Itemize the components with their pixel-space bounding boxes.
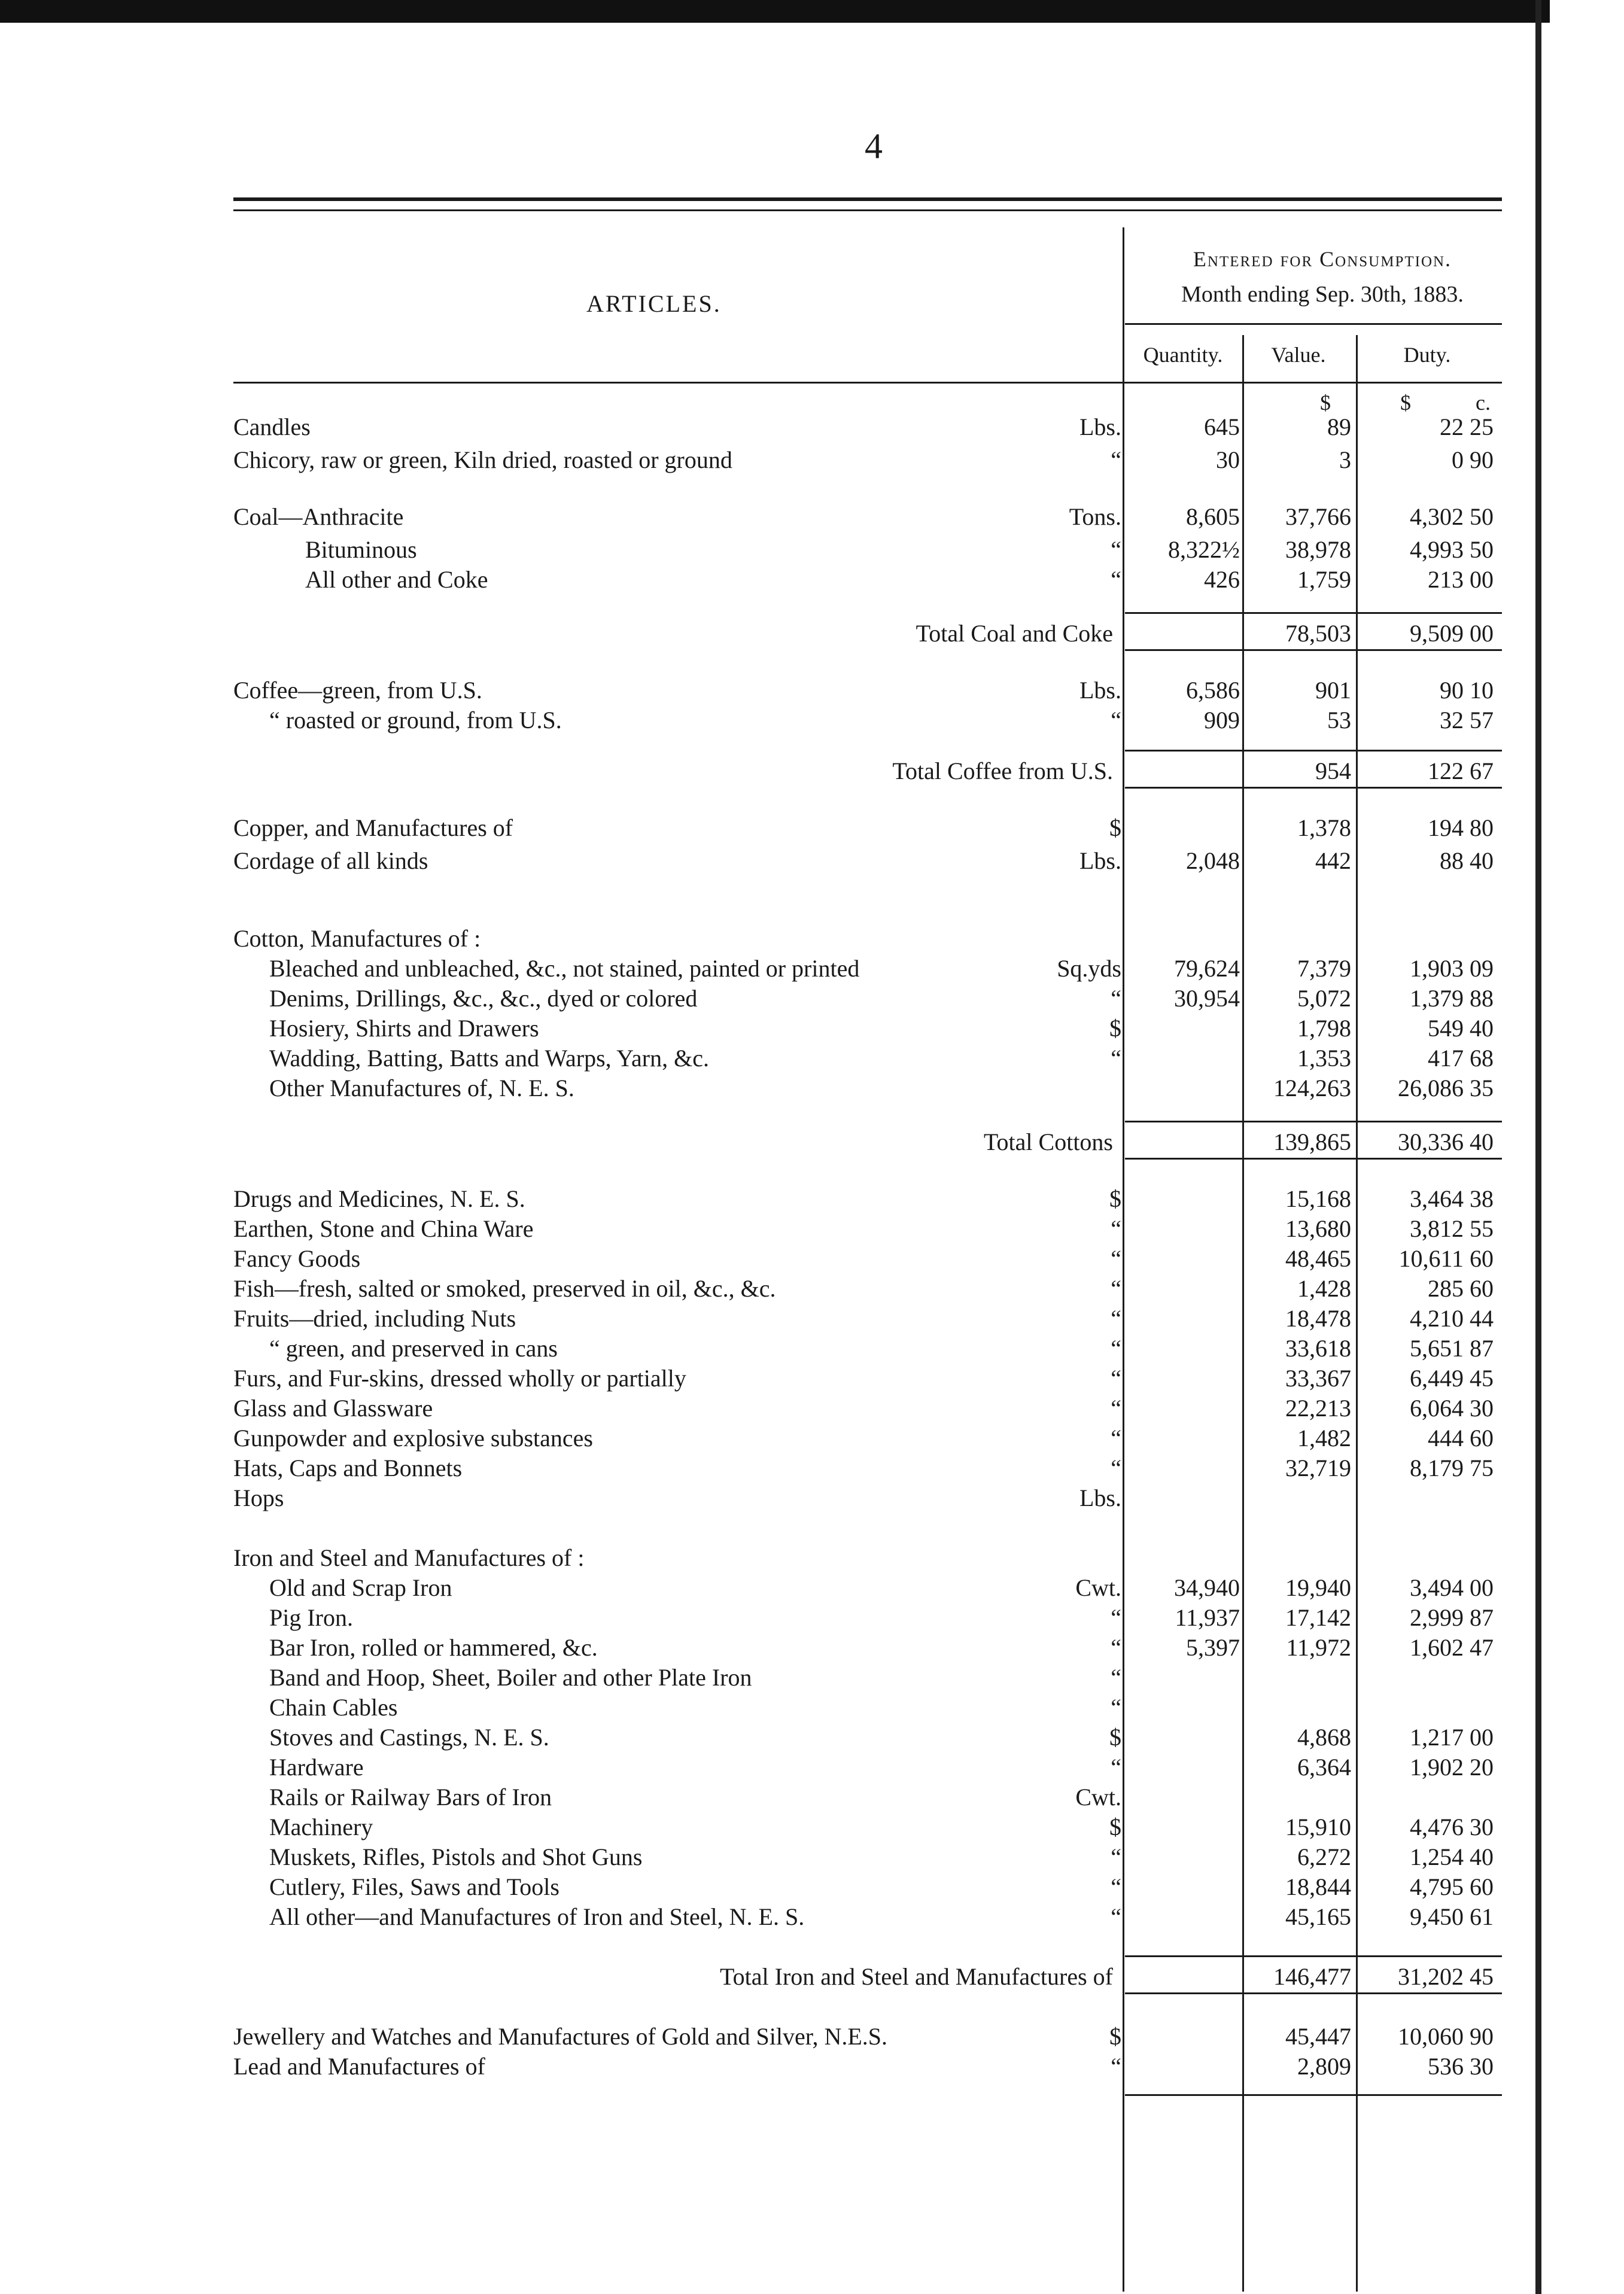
- article-label: Earthen, Stone and China Ware: [233, 1215, 534, 1242]
- table-row: [0, 1693, 1624, 1720]
- quantity-cell: 5,397: [1186, 1634, 1240, 1661]
- article-label: All other—and Manufactures of Iron and Steel, N. E. S.: [269, 1903, 805, 1930]
- quantity-cell: 426: [1204, 566, 1240, 593]
- duty-cell: 4,993 50: [1410, 536, 1494, 563]
- unit-label: $: [1109, 1185, 1121, 1212]
- table-row: [0, 1633, 1624, 1660]
- value-cell: 1,428: [1297, 1275, 1351, 1302]
- table-row: [0, 1484, 1624, 1510]
- articles-heading: ARTICLES.: [586, 290, 722, 317]
- article-label: Pig Iron.: [269, 1604, 353, 1631]
- table-row: [0, 1604, 1624, 1630]
- duty-cell: 549 40: [1428, 1015, 1494, 1042]
- duty-cell: 6,064 30: [1410, 1395, 1494, 1422]
- table-row: [0, 1185, 1624, 1211]
- unit-label: Lbs.: [1079, 413, 1121, 440]
- value-cell: 3: [1339, 446, 1351, 473]
- value-cell: 48,465: [1285, 1245, 1351, 1272]
- unit-label: “: [1111, 1903, 1121, 1930]
- duty-cell: 8,179 75: [1410, 1455, 1494, 1481]
- unit-label: “: [1111, 1754, 1121, 1781]
- table-row: [0, 676, 1624, 702]
- article-label: Denims, Drillings, &c., &c., dyed or colored: [269, 985, 698, 1012]
- value-cell: 33,618: [1285, 1335, 1351, 1362]
- value-cell: 6,272: [1297, 1843, 1351, 1870]
- article-label: Cotton, Manufactures of :: [233, 925, 481, 952]
- value-cell: 954: [1315, 757, 1351, 784]
- article-label: Machinery: [269, 1814, 373, 1840]
- article-label: Fish—fresh, salted or smoked, preserved in oil, &c., &c.: [233, 1275, 776, 1302]
- article-label: Total Coal and Coke: [916, 620, 1113, 647]
- duty-cell: 3,464 38: [1410, 1185, 1494, 1212]
- value-cell: 17,142: [1285, 1604, 1351, 1631]
- unit-label: “: [1111, 1045, 1121, 1072]
- quantity-cell: 30,954: [1174, 985, 1240, 1012]
- unit-label: Cwt.: [1075, 1574, 1121, 1601]
- table-row: [0, 1783, 1624, 1809]
- article-label: Fancy Goods: [233, 1245, 361, 1272]
- quantity-cell: 909: [1204, 707, 1240, 734]
- table-row: [0, 1074, 1624, 1100]
- value-cell: 1,378: [1297, 814, 1351, 841]
- unit-label: “: [1111, 707, 1121, 734]
- article-label: Chain Cables: [269, 1694, 398, 1721]
- duty-cell: 1,903 09: [1410, 955, 1494, 982]
- table-row: [0, 1014, 1624, 1040]
- unit-label: “: [1111, 1425, 1121, 1452]
- duty-column-header: Duty.: [1403, 343, 1451, 367]
- duty-cell: 4,795 60: [1410, 1873, 1494, 1900]
- duty-cell: 4,476 30: [1410, 1814, 1494, 1840]
- duty-cell: 30,336 40: [1398, 1128, 1494, 1155]
- article-label: Jewellery and Watches and Manufactures of Gold and Silver, N.E.S.: [233, 2023, 888, 2050]
- value-cell: 124,263: [1273, 1075, 1351, 1102]
- article-label: Copper, and Manufactures of: [233, 814, 513, 841]
- value-cell: 1,798: [1297, 1015, 1351, 1042]
- article-label: Total Iron and Steel and Manufactures of: [720, 1963, 1113, 1990]
- total-row: [0, 1128, 1624, 1154]
- value-cell: 18,844: [1285, 1873, 1351, 1900]
- article-label: “ roasted or ground, from U.S.: [269, 707, 562, 734]
- table-row: [0, 2052, 1624, 2079]
- table-row: [0, 503, 1624, 529]
- table-row: [0, 413, 1624, 439]
- duty-cell: 1,602 47: [1410, 1634, 1494, 1661]
- value-cell: 32,719: [1285, 1455, 1351, 1481]
- table-row: [0, 1304, 1624, 1331]
- value-cell: 19,940: [1285, 1574, 1351, 1601]
- value-cell: 1,482: [1297, 1425, 1351, 1452]
- quantity-cell: 8,322½: [1168, 536, 1240, 563]
- value-cell: 18,478: [1285, 1305, 1351, 1332]
- value-cell: 33,367: [1285, 1365, 1351, 1392]
- table-row: [0, 1454, 1624, 1480]
- article-label: Total Cottons: [983, 1128, 1113, 1155]
- value-cell: 38,978: [1285, 536, 1351, 563]
- article-label: Bar Iron, rolled or hammered, &c.: [269, 1634, 598, 1661]
- unit-label: Lbs.: [1079, 847, 1121, 874]
- value-cell: 15,168: [1285, 1185, 1351, 1212]
- duty-cell: 122 67: [1428, 757, 1494, 784]
- total-rule-above: [1125, 1121, 1502, 1122]
- month-ending-heading: Month ending Sep. 30th, 1883.: [1181, 282, 1464, 307]
- article-label: Wadding, Batting, Batts and Warps, Yarn, &c.: [269, 1045, 709, 1072]
- article-label: “ green, and preserved in cans: [269, 1335, 558, 1362]
- unit-label: “: [1111, 1604, 1121, 1631]
- duty-cell: 1,217 00: [1410, 1724, 1494, 1751]
- duty-cell: 31,202 45: [1398, 1963, 1494, 1990]
- total-row: [0, 757, 1624, 783]
- duty-cell: 444 60: [1428, 1425, 1494, 1452]
- value-cell: 1,759: [1297, 566, 1351, 593]
- value-cell: 901: [1315, 677, 1351, 704]
- unit-label: $: [1109, 1724, 1121, 1751]
- unit-label: “: [1111, 1455, 1121, 1481]
- value-cell: 45,447: [1285, 2023, 1351, 2050]
- duty-cell: 9,450 61: [1410, 1903, 1494, 1930]
- article-label: Furs, and Fur-skins, dressed wholly or partially: [233, 1365, 686, 1392]
- value-cell: 4,868: [1297, 1724, 1351, 1751]
- table-row: [0, 565, 1624, 592]
- table-row: [0, 1245, 1624, 1271]
- unit-label: “: [1111, 1275, 1121, 1302]
- table-row: [0, 2022, 1624, 2049]
- value-cell: 15,910: [1285, 1814, 1351, 1840]
- article-label: Chicory, raw or green, Kiln dried, roasted or ground: [233, 446, 732, 473]
- article-label: All other and Coke: [305, 566, 488, 593]
- duty-cell: 5,651 87: [1410, 1335, 1494, 1362]
- table-row: [0, 1903, 1624, 1929]
- duty-cell: 3,494 00: [1410, 1574, 1494, 1601]
- unit-label: “: [1111, 1873, 1121, 1900]
- duty-cell: 213 00: [1428, 566, 1494, 593]
- total-row: [0, 1963, 1624, 1989]
- article-label: Iron and Steel and Manufactures of :: [233, 1544, 585, 1571]
- unit-label: Cwt.: [1075, 1784, 1121, 1811]
- unit-label: “: [1111, 536, 1121, 563]
- table-row: [0, 1574, 1624, 1600]
- duty-cell: 194 80: [1428, 814, 1494, 841]
- duty-cell: 536 30: [1428, 2053, 1494, 2080]
- header-rule-top: [233, 197, 1502, 201]
- unit-label: “: [1111, 1694, 1121, 1721]
- quantity-cell: 79,624: [1174, 955, 1240, 982]
- value-cell: 2,809: [1297, 2053, 1351, 2080]
- article-label: Hosiery, Shirts and Drawers: [269, 1015, 539, 1042]
- table-row: [0, 1753, 1624, 1779]
- unit-label: Sq.yds: [1057, 955, 1121, 982]
- article-label: Cordage of all kinds: [233, 847, 428, 874]
- duty-cell: 10,611 60: [1398, 1245, 1494, 1272]
- table-row: [0, 984, 1624, 1011]
- duty-cell: 32 57: [1440, 707, 1494, 734]
- scan-top-border: [0, 0, 1550, 23]
- duty-cell: 6,449 45: [1410, 1365, 1494, 1392]
- total-row: [0, 619, 1624, 646]
- unit-label: “: [1111, 1664, 1121, 1691]
- value-cell: 13,680: [1285, 1215, 1351, 1242]
- table-row: [0, 1663, 1624, 1690]
- table-end-rule: [1125, 2094, 1502, 2096]
- table-row: [0, 1274, 1624, 1301]
- duty-cell: 9,509 00: [1410, 620, 1494, 647]
- unit-label: “: [1111, 1365, 1121, 1392]
- table-row: [0, 954, 1624, 981]
- total-rule-below: [1125, 787, 1502, 789]
- unit-label: $: [1109, 1814, 1121, 1840]
- value-cell: 53: [1327, 707, 1351, 734]
- article-label: Band and Hoop, Sheet, Boiler and other Plate Iron: [269, 1664, 752, 1691]
- unit-label: “: [1111, 1395, 1121, 1422]
- duty-cell: 2,999 87: [1410, 1604, 1494, 1631]
- quantity-cell: 11,937: [1175, 1604, 1240, 1631]
- unit-label: “: [1111, 1634, 1121, 1661]
- total-rule-above: [1125, 612, 1502, 614]
- total-rule-above: [1125, 1955, 1502, 1957]
- unit-label: “: [1111, 985, 1121, 1012]
- duty-cell: 4,302 50: [1410, 503, 1494, 530]
- header-rule-top-thin: [233, 209, 1502, 211]
- article-label: Stoves and Castings, N. E. S.: [269, 1724, 549, 1751]
- table-row: [0, 1873, 1624, 1899]
- article-label: Gunpowder and explosive substances: [233, 1425, 593, 1452]
- article-label: Total Coffee from U.S.: [892, 757, 1113, 784]
- quantity-cell: 34,940: [1174, 1574, 1240, 1601]
- value-cell: 11,972: [1286, 1634, 1351, 1661]
- table-row: [0, 1364, 1624, 1391]
- header-rule-month: [1125, 323, 1502, 325]
- quantity-cell: 645: [1204, 413, 1240, 440]
- total-rule-below: [1125, 1158, 1502, 1160]
- unit-label: “: [1111, 446, 1121, 473]
- quantity-cell: 30: [1216, 446, 1240, 473]
- value-cell: 78,503: [1285, 620, 1351, 647]
- unit-label: Lbs.: [1079, 677, 1121, 704]
- unit-label: $: [1109, 814, 1121, 841]
- table-row: [0, 1334, 1624, 1361]
- article-label: Fruits—dried, including Nuts: [233, 1305, 516, 1332]
- table-row: [0, 1424, 1624, 1450]
- duty-cell: 10,060 90: [1398, 2023, 1494, 2050]
- table-row: [0, 924, 1624, 951]
- quantity-cell: 2,048: [1186, 847, 1240, 874]
- article-label: Old and Scrap Iron: [269, 1574, 452, 1601]
- article-label: Hops: [233, 1484, 284, 1511]
- table-row: [0, 706, 1624, 732]
- unit-label: $: [1109, 1015, 1121, 1042]
- duty-cell: 1,254 40: [1410, 1843, 1494, 1870]
- unit-label: “: [1111, 566, 1121, 593]
- unit-label: “: [1111, 1843, 1121, 1870]
- table-row: [0, 1843, 1624, 1869]
- total-rule-above: [1125, 750, 1502, 752]
- duty-cell: 90 10: [1440, 677, 1494, 704]
- total-rule-below: [1125, 1992, 1502, 1994]
- article-label: Hardware: [269, 1754, 364, 1781]
- duty-cell: 1,902 20: [1410, 1754, 1494, 1781]
- page-number: 4: [865, 126, 883, 166]
- unit-label: “: [1111, 1245, 1121, 1272]
- value-cell: 5,072: [1297, 985, 1351, 1012]
- duty-cents-symbol: c.: [1476, 391, 1491, 415]
- unit-label: Tons.: [1069, 503, 1121, 530]
- article-label: Drugs and Medicines, N. E. S.: [233, 1185, 525, 1212]
- value-column-header: Value.: [1271, 343, 1326, 367]
- duty-cell: 26,086 35: [1398, 1075, 1494, 1102]
- duty-cell: 417 68: [1428, 1045, 1494, 1072]
- table-row: [0, 446, 1624, 472]
- quantity-cell: 6,586: [1186, 677, 1240, 704]
- quantity-column-header: Quantity.: [1143, 343, 1223, 367]
- total-rule-below: [1125, 649, 1502, 651]
- unit-label: “: [1111, 1215, 1121, 1242]
- table-row: [0, 1813, 1624, 1839]
- table-row: [0, 847, 1624, 873]
- value-cell: 22,213: [1285, 1395, 1351, 1422]
- duty-cell: 3,812 55: [1410, 1215, 1494, 1242]
- value-dollar-symbol: $: [1320, 391, 1331, 415]
- table-row: [0, 1394, 1624, 1420]
- table-row: [0, 1044, 1624, 1070]
- value-cell: 89: [1327, 413, 1351, 440]
- value-cell: 6,364: [1297, 1754, 1351, 1781]
- unit-label: “: [1111, 1305, 1121, 1332]
- value-cell: 7,379: [1297, 955, 1351, 982]
- duty-cell: 1,379 88: [1410, 985, 1494, 1012]
- unit-label: Lbs.: [1079, 1484, 1121, 1511]
- header-rule-bottom: [233, 382, 1502, 384]
- duty-cell: 4,210 44: [1410, 1305, 1494, 1332]
- article-label: Muskets, Rifles, Pistols and Shot Guns: [269, 1843, 643, 1870]
- article-label: Lead and Manufactures of: [233, 2053, 485, 2080]
- duty-cell: 22 25: [1440, 413, 1494, 440]
- unit-label: $: [1109, 2023, 1121, 2050]
- duty-cell: 88 40: [1440, 847, 1494, 874]
- value-cell: 45,165: [1285, 1903, 1351, 1930]
- duty-cell: 0 90: [1452, 446, 1494, 473]
- value-cell: 139,865: [1273, 1128, 1351, 1155]
- article-label: Other Manufactures of, N. E. S.: [269, 1075, 574, 1102]
- duty-cell: 285 60: [1428, 1275, 1494, 1302]
- article-label: Hats, Caps and Bonnets: [233, 1455, 463, 1481]
- table-row: [0, 814, 1624, 840]
- value-cell: 37,766: [1285, 503, 1351, 530]
- article-label: Cutlery, Files, Saws and Tools: [269, 1873, 559, 1900]
- table-row: [0, 536, 1624, 562]
- unit-label: “: [1111, 2053, 1121, 2080]
- table-row: [0, 1544, 1624, 1570]
- article-label: Glass and Glassware: [233, 1395, 433, 1422]
- unit-label: “: [1111, 1335, 1121, 1362]
- table-row: [0, 1723, 1624, 1750]
- article-label: Coal—Anthracite: [233, 503, 404, 530]
- article-label: Bleached and unbleached, &c., not stained, painted or printed: [269, 955, 860, 982]
- value-cell: 146,477: [1273, 1963, 1351, 1990]
- duty-dollar-symbol: $: [1400, 391, 1411, 415]
- value-cell: 1,353: [1297, 1045, 1351, 1072]
- value-cell: 442: [1315, 847, 1351, 874]
- table-row: [0, 1215, 1624, 1241]
- article-label: Candles: [233, 413, 311, 440]
- article-label: Bituminous: [305, 536, 417, 563]
- entered-for-consumption-heading: Entered for Consumption.: [1193, 247, 1452, 271]
- article-label: Coffee—green, from U.S.: [233, 677, 482, 704]
- quantity-cell: 8,605: [1186, 503, 1240, 530]
- article-label: Rails or Railway Bars of Iron: [269, 1784, 552, 1811]
